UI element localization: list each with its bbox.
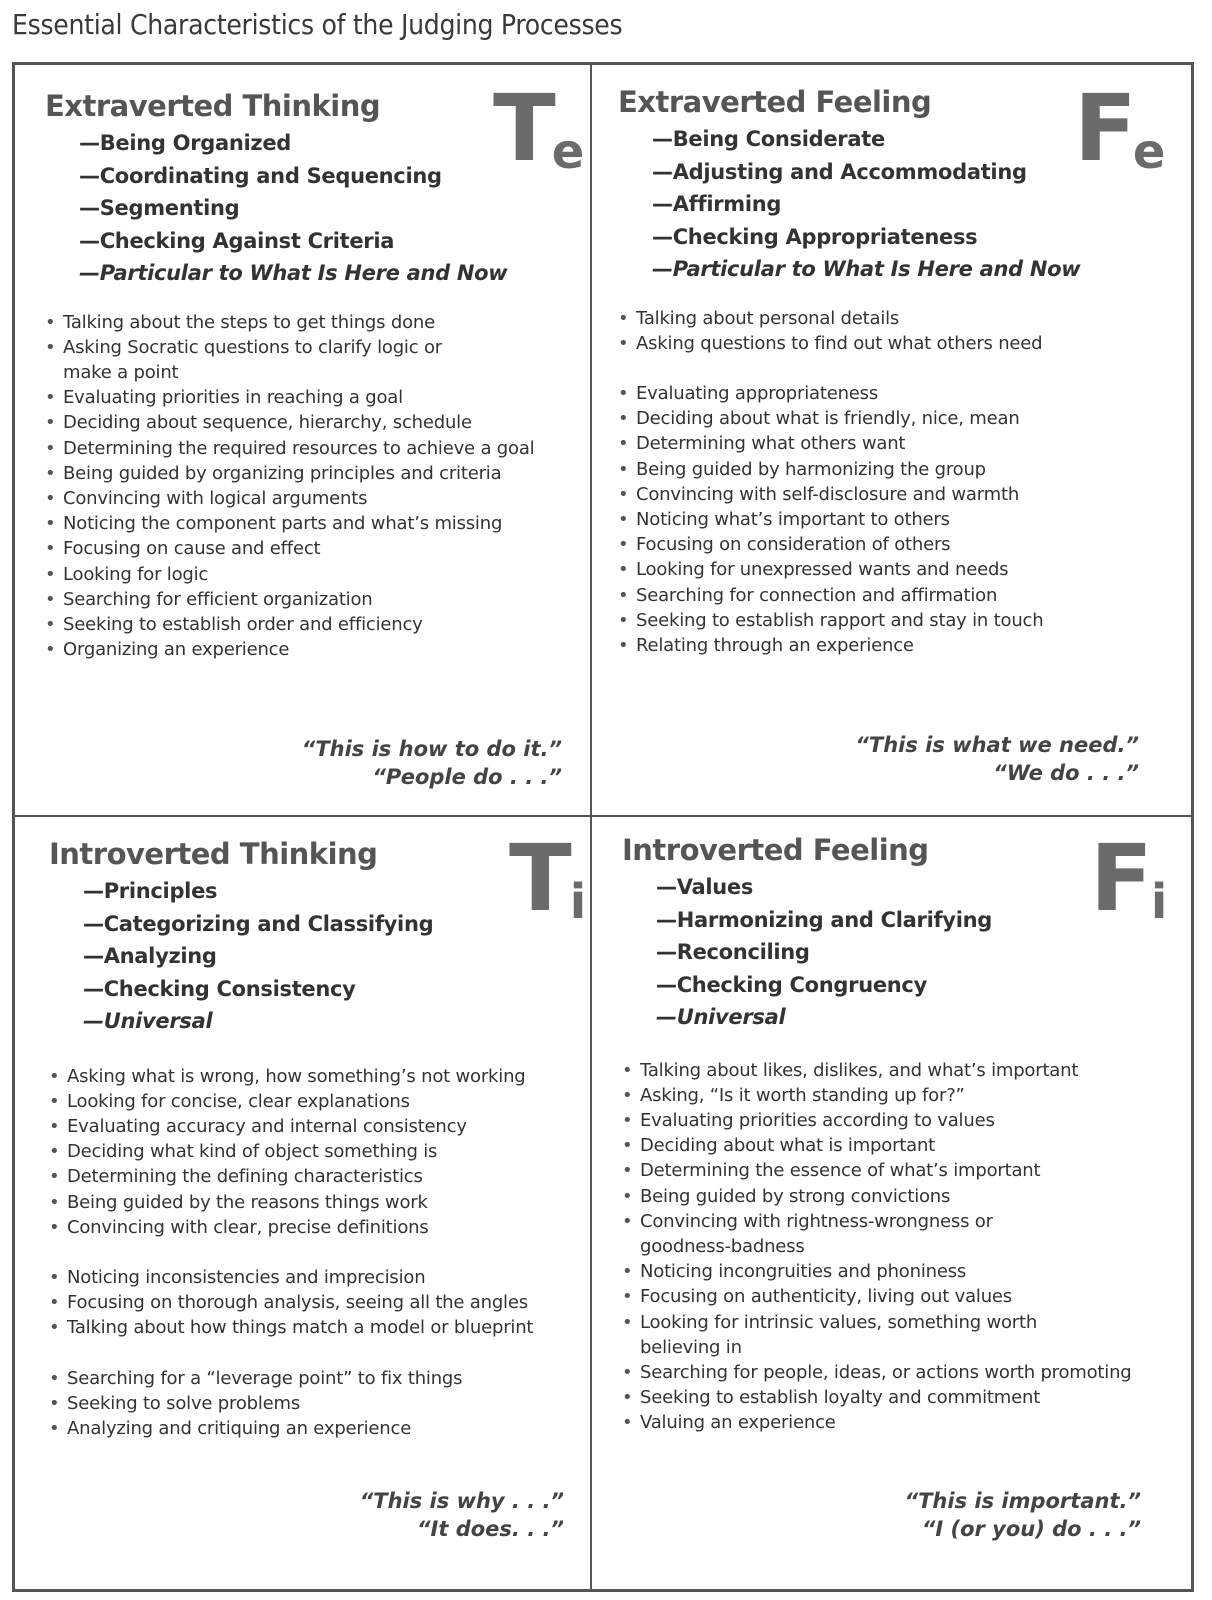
bullet-list	[622, 1058, 1191, 1436]
quote-line: “People do . . .”	[372, 765, 562, 789]
list-item: • Analyzing and critiquing an experience	[49, 1416, 590, 1441]
bullet-list	[618, 381, 1191, 658]
quadrant-heading: Extraverted Thinking	[45, 89, 381, 123]
te-symbol	[493, 75, 588, 182]
subheading: —Affirming	[652, 192, 782, 216]
list-item: • Determining the essence of what’s important	[622, 1158, 1191, 1183]
subheading: —Particular to What Is Here and Now	[652, 257, 1081, 281]
quadrant-quote	[855, 731, 1139, 787]
subheading: —Particular to What Is Here and Now	[79, 261, 508, 285]
bullet-list	[45, 310, 590, 663]
list-item: • Looking for intrinsic values, something worth believing in	[622, 1310, 1040, 1360]
list-item: • Determining what others want	[618, 431, 1191, 456]
quote-line: “We do . . .”	[993, 761, 1139, 785]
list-item: • Relating through an experience	[618, 633, 1191, 658]
subheading: —Reconciling	[656, 940, 810, 964]
badge-subscript: e	[551, 124, 585, 180]
list-item: • Seeking to establish loyalty and commitment	[622, 1385, 1191, 1410]
subheading: —Categorizing and Classifying	[83, 911, 434, 936]
list-item: • Organizing an experience	[45, 637, 590, 662]
bullet-list	[49, 1064, 590, 1240]
list-item: • Noticing the component parts and what’s missing	[45, 511, 590, 536]
list-item: • Evaluating priorities in reaching a goal	[45, 385, 590, 410]
list-item: • Convincing with logical arguments	[45, 486, 590, 511]
list-item: • Asking, “Is it worth standing up for?”	[622, 1083, 1191, 1108]
subheading: —Coordinating and Sequencing	[79, 163, 442, 188]
list-item: • Noticing what’s important to others	[618, 507, 1191, 532]
subheading: —Checking Congruency	[656, 972, 927, 997]
fi-symbol	[1090, 825, 1169, 932]
list-item: • Seeking to solve problems	[49, 1391, 590, 1416]
list-item: • Deciding about what is friendly, nice, mean	[618, 406, 1191, 431]
page-title: Essential Characteristics of the Judging Processes	[12, 8, 623, 41]
subheading: —Segmenting	[79, 196, 240, 220]
list-item: • Determining the required resources to achieve a goal	[45, 436, 590, 461]
list-item: • Asking Socratic questions to clarify logic or make a point	[45, 335, 443, 385]
judging-processes-grid	[12, 62, 1194, 1592]
list-item: • Convincing with rightness-wrongness or goodness-badness	[622, 1209, 1000, 1259]
badge-letter: T	[493, 75, 556, 182]
quadrant-introverted-thinking	[15, 817, 590, 1589]
badge-subscript: i	[569, 874, 587, 930]
quadrant-introverted-feeling	[592, 817, 1191, 1589]
list-item: • Talking about how things match a model or blueprint	[49, 1315, 590, 1340]
list-item: • Convincing with clear, precise definitions	[49, 1215, 590, 1240]
list-item: • Evaluating priorities according to values	[622, 1108, 1191, 1133]
list-item: • Searching for people, ideas, or actions worth promoting	[622, 1360, 1191, 1385]
quote-line: “This is why . . .”	[359, 1489, 564, 1513]
list-item: • Focusing on authenticity, living out values	[622, 1284, 1191, 1309]
list-item: • Determining the defining characteristics	[49, 1164, 590, 1189]
list-item: • Looking for concise, clear explanations	[49, 1089, 590, 1114]
quadrant-heading: Introverted Feeling	[622, 833, 929, 867]
subheading: —Universal	[656, 1005, 786, 1029]
badge-letter: F	[1090, 825, 1153, 932]
list-item: • Searching for efficient organization	[45, 587, 590, 612]
quote-line: “This is what we need.”	[855, 733, 1139, 757]
subheading: —Analyzing	[83, 944, 217, 968]
subheading: —Checking Consistency	[83, 976, 356, 1001]
list-item: • Being guided by organizing principles and criteria	[45, 461, 590, 486]
list-item: • Talking about personal details	[618, 306, 1191, 331]
subheading: —Checking Against Criteria	[79, 228, 395, 253]
quote-line: “This is how to do it.”	[301, 737, 562, 761]
subheading: —Being Organized	[79, 131, 291, 155]
list-item: • Focusing on thorough analysis, seeing all the angles	[49, 1290, 590, 1315]
quadrant-quote	[905, 1487, 1141, 1543]
list-item: • Deciding what kind of object something is	[49, 1139, 590, 1164]
list-item: • Asking what is wrong, how something’s not working	[49, 1064, 590, 1089]
list-item: • Talking about likes, dislikes, and what’s important	[622, 1058, 1191, 1083]
list-item: • Deciding about what is important	[622, 1133, 1191, 1158]
quadrant-quote	[360, 1487, 564, 1543]
badge-subscript: i	[1150, 874, 1168, 930]
list-item: • Being guided by the reasons things work	[49, 1190, 590, 1215]
list-item: • Searching for a “leverage point” to fix things	[49, 1366, 590, 1391]
list-item: • Searching for connection and affirmation	[618, 583, 1191, 608]
list-item: • Looking for unexpressed wants and needs	[618, 557, 1191, 582]
subheading: —Harmonizing and Clarifying	[656, 907, 992, 932]
badge-letter: F	[1074, 75, 1137, 182]
list-item: • Evaluating accuracy and internal consistency	[49, 1114, 590, 1139]
bullet-list	[49, 1366, 590, 1442]
list-item: • Looking for logic	[45, 562, 590, 587]
fe-symbol	[1074, 75, 1169, 182]
list-item: • Valuing an experience	[622, 1410, 1191, 1435]
list-item: • Asking questions to find out what others need	[618, 331, 1191, 356]
bullet-list	[618, 306, 1191, 356]
subheading: —Universal	[83, 1009, 213, 1033]
quote-line: “It does. . .”	[417, 1517, 564, 1541]
subheading: —Being Considerate	[652, 127, 885, 151]
list-item: • Noticing incongruities and phoniness	[622, 1259, 1191, 1284]
subheading: —Principles	[83, 879, 218, 903]
list-item: • Being guided by strong convictions	[622, 1184, 1191, 1209]
list-item: • Convincing with self-disclosure and warmth	[618, 482, 1191, 507]
quadrant-heading: Extraverted Feeling	[618, 85, 932, 119]
quote-line: “This is important.”	[904, 1489, 1141, 1513]
list-item: • Focusing on cause and effect	[45, 536, 590, 561]
quadrant-quote	[302, 735, 562, 791]
subheading: —Checking Appropriateness	[652, 224, 978, 249]
quadrant-extraverted-thinking	[15, 65, 590, 815]
list-item: • Deciding about sequence, hierarchy, schedule	[45, 410, 590, 435]
subheading: —Adjusting and Accommodating	[652, 159, 1027, 184]
list-item: • Noticing inconsistencies and imprecision	[49, 1265, 590, 1290]
list-item: • Seeking to establish order and efficiency	[45, 612, 590, 637]
ti-symbol	[509, 825, 588, 932]
badge-letter: T	[509, 825, 572, 932]
list-item: • Focusing on consideration of others	[618, 532, 1191, 557]
badge-subscript: e	[1132, 124, 1166, 180]
list-item: • Being guided by harmonizing the group	[618, 457, 1191, 482]
list-item: • Seeking to establish rapport and stay in touch	[618, 608, 1191, 633]
quadrant-heading: Introverted Thinking	[49, 837, 378, 871]
bullet-list	[49, 1265, 590, 1341]
subheading: —Values	[656, 875, 754, 899]
list-item: • Evaluating appropriateness	[618, 381, 1191, 406]
quote-line: “I (or you) do . . .”	[921, 1517, 1141, 1541]
list-item: • Talking about the steps to get things done	[45, 310, 590, 335]
quadrant-extraverted-feeling	[592, 65, 1191, 815]
